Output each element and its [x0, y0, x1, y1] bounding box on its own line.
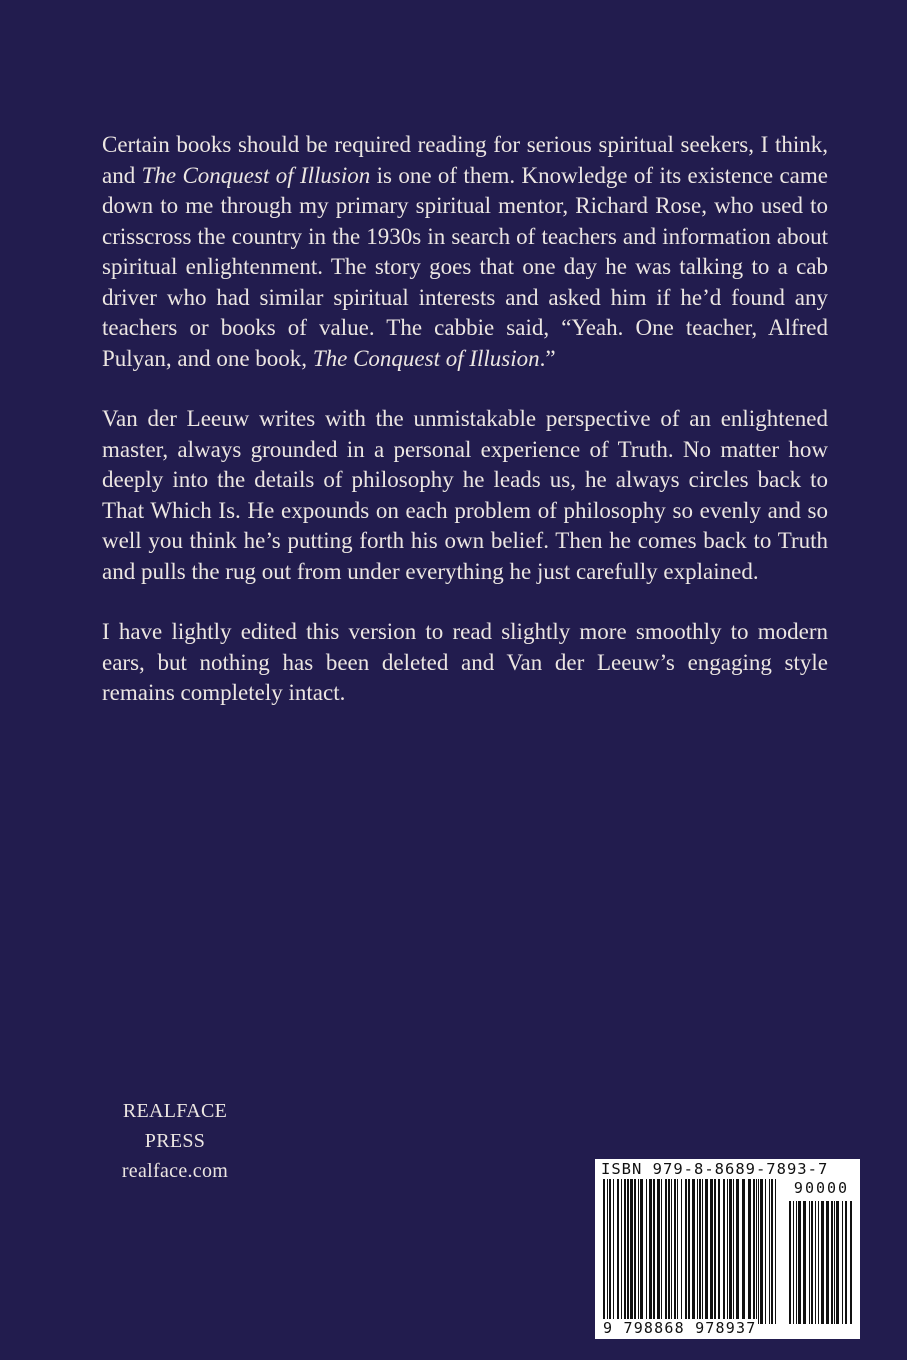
- text-run: I have lightly edited this version to read slightly more smoothly to modern ears, but nothing has been deleted and Van der Leeuw’s engaging style remains completely intact.: [102, 619, 828, 705]
- barcode-bar: [809, 1201, 810, 1324]
- barcode-bar: [646, 1179, 647, 1324]
- paragraph-3: [102, 617, 828, 709]
- main-barcode-bars: [603, 1179, 779, 1324]
- publisher-website: realface.com: [121, 1160, 229, 1182]
- barcode-bar: [699, 1179, 701, 1324]
- barcode-bar: [688, 1179, 690, 1324]
- barcode-bar: [640, 1179, 643, 1324]
- barcode-bar: [677, 1179, 678, 1324]
- barcode-bar: [842, 1201, 843, 1324]
- text-run: Van der Leeuw writes with the unmistakable perspective of an enlightened master, always grounded in a personal experience of Truth. No matter how deeply into the details of philosophy he leads us, he always circles back to That Which Is. He expounds on each problem of philosophy so evenly and so well you think he’s putting forth his own belief. Then he comes back to Truth and pulls the rug out from under everything he just carefully explained.: [102, 406, 828, 584]
- barcode-bar: [702, 1179, 703, 1324]
- barcode-bar: [665, 1179, 667, 1324]
- barcode-bar: [826, 1201, 829, 1324]
- publisher-name: REALFACE PRESS: [122, 1100, 228, 1152]
- paragraph-1: [102, 130, 828, 374]
- barcode-bar: [681, 1179, 682, 1324]
- barcode-bar: [834, 1201, 835, 1324]
- barcode-bar: [845, 1201, 847, 1324]
- barcode-bar: [769, 1179, 770, 1324]
- barcode-bar: [771, 1179, 773, 1324]
- addon-barcode-bars: [789, 1201, 854, 1324]
- barcode-bar: [765, 1179, 766, 1324]
- barcode-bar: [821, 1201, 824, 1324]
- barcode-bar: [729, 1179, 732, 1324]
- text-run: .”: [539, 345, 556, 371]
- barcode-bar: [685, 1179, 687, 1324]
- barcode-bar: [760, 1179, 763, 1324]
- addon-digits: 90000: [793, 1179, 850, 1197]
- barcode-bar: [705, 1179, 708, 1324]
- barcode-bar: [638, 1179, 639, 1324]
- barcode-bar: [756, 1179, 757, 1324]
- barcode-bar: [831, 1201, 833, 1324]
- barcode-bar: [811, 1201, 813, 1324]
- publisher-block: [95, 1096, 255, 1186]
- barcode-bar: [789, 1201, 791, 1324]
- barcode-bar: [710, 1179, 713, 1324]
- barcode-bar: [736, 1179, 739, 1324]
- barcode-bar: [657, 1179, 660, 1324]
- barcode-bar: [692, 1179, 695, 1324]
- barcode-bar: [727, 1179, 728, 1324]
- barcode-bar: [796, 1201, 797, 1324]
- barcode-bar: [723, 1179, 725, 1324]
- barcode-bar: [621, 1179, 622, 1324]
- barcode-bar: [742, 1179, 745, 1324]
- barcode-bar: [818, 1201, 819, 1324]
- barcode-bar: [815, 1201, 816, 1324]
- barcode-bar: [748, 1179, 751, 1324]
- ean-digits: 9 798868 978937: [603, 1319, 757, 1337]
- barcode-bar: [653, 1179, 655, 1324]
- isbn-label: ISBN 979-8-8689-7893-7: [601, 1160, 829, 1178]
- back-cover-text: [102, 130, 828, 739]
- barcode-bar: [649, 1179, 652, 1324]
- barcode-bar: [733, 1179, 734, 1324]
- barcode-bar: [714, 1179, 716, 1324]
- barcode-bar: [668, 1179, 670, 1324]
- barcode-bar: [674, 1179, 676, 1324]
- book-title-italic: The Conquest of Illusion: [312, 345, 540, 371]
- barcode-bar: [627, 1179, 629, 1324]
- barcode-bar: [609, 1179, 611, 1324]
- barcode-bar: [758, 1179, 759, 1324]
- text-run: is one of them. Knowledge of its existence came down to me through my primary spiritual mentor, Richard Rose, who used to crisscross the country in the 1930s in search of teachers and information about spiritual enlightenment. The story goes that one day he was talking to a cab driver who had similar spiritual interests and asked him if he’d found any teachers or books of value. The cabbie said, “Yeah. One teacher, Alfred Pulyan, and one book,: [102, 162, 828, 371]
- barcode-bar: [634, 1179, 636, 1324]
- barcode-bar: [850, 1201, 852, 1324]
- barcode-bar: [613, 1179, 614, 1324]
- barcode-bar: [661, 1179, 662, 1324]
- barcode-bar: [603, 1179, 605, 1324]
- book-title-italic: The Conquest of Illusion: [141, 162, 371, 188]
- barcode-bar: [793, 1201, 794, 1324]
- barcode-bar: [718, 1179, 720, 1324]
- barcode-bar: [836, 1201, 839, 1324]
- barcode-bar: [607, 1179, 608, 1324]
- isbn-barcode: [595, 1159, 860, 1339]
- barcode-bar: [671, 1179, 672, 1324]
- barcode-bar: [753, 1179, 755, 1324]
- barcode-bar: [798, 1201, 801, 1324]
- text-run: Certain books should be required reading for serious spiritual seekers, I think, and: [102, 132, 828, 188]
- barcode-bar: [803, 1201, 806, 1324]
- barcode-bar: [775, 1179, 776, 1324]
- barcode-bar: [624, 1179, 626, 1324]
- barcode-bar: [617, 1179, 619, 1324]
- barcode-bar: [630, 1179, 633, 1324]
- barcode-bar: [697, 1179, 698, 1324]
- paragraph-2: [102, 404, 828, 587]
